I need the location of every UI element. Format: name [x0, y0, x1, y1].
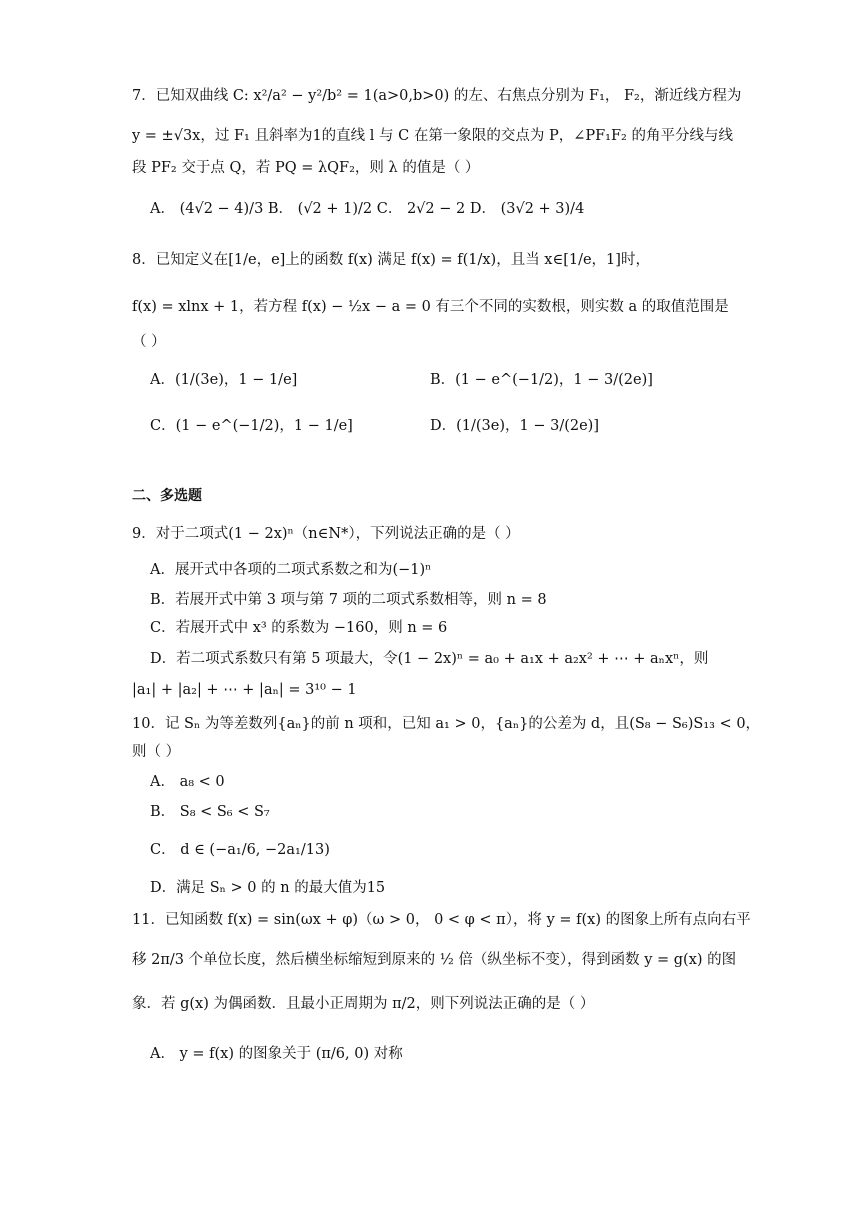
q9-option-c: C．若展开式中 x³ 的系数为 −160，则 n = 6: [150, 620, 448, 636]
q10-option-a: A． a₈ < 0: [150, 774, 225, 790]
q10-option-c: C． d ∈ (−a₁/6, −2a₁/13): [150, 842, 330, 858]
q9-option-b: B．若展开式中第 3 项与第 7 项的二项式系数相等，则 n = 8: [150, 592, 547, 608]
q8-stem-line1: 8．已知定义在[1/e，e]上的函数 f(x) 满足 f(x) = f(1/x)，且当 x∈[1/e，1]时，: [132, 252, 650, 268]
q11-stem-line2: 移 2π/3 个单位长度，然后横坐标缩短到原来的 ½ 倍（纵坐标不变），得到函数 y = g(x) 的图: [132, 952, 737, 968]
section-heading: 二、多选题: [132, 488, 202, 504]
q10-stem-line1: 10．记 Sₙ 为等差数列{aₙ}的前 n 项和，已知 a₁ > 0，{aₙ}的公差为 d，且(S₈ − S₆)S₁₃ < 0，: [132, 716, 761, 732]
q7-options: A． (4√2 − 4)/3 B． (√2 + 1)/2 C． 2√2 − 2 D． (3√2 + 3)/4: [150, 201, 585, 217]
q9-option-d-line2: |a₁| + |a₂| + ⋯ + |aₙ| = 3¹⁰ − 1: [132, 682, 357, 698]
q9-stem: 9．对于二项式(1 − 2x)ⁿ（n∈N*），下列说法正确的是（ ）: [132, 526, 520, 542]
q10-stem-line2: 则（ ）: [132, 744, 181, 760]
q10-option-b: B． S₈ < S₆ < S₇: [150, 804, 270, 820]
q9-option-a: A．展开式中各项的二项式系数之和为(−1)ⁿ: [150, 562, 432, 578]
q7-stem-line3: 段 PF₂ 交于点 Q，若 PQ = λQF₂，则 λ 的值是（ ）: [132, 160, 480, 176]
q8-option-c: C．(1 − e^(−1/2)，1 − 1/e]: [150, 418, 353, 434]
q7-stem-line2: y = ±√3x，过 F₁ 且斜率为1的直线 l 与 C 在第一象限的交点为 P，∠PF₁F₂ 的角平分线与线: [132, 128, 733, 144]
q8-option-b: B．(1 − e^(−1/2)，1 − 3/(2e)]: [430, 372, 653, 388]
q8-option-d: D．(1/(3e)，1 − 3/(2e)]: [430, 418, 599, 434]
q11-stem-line1: 11．已知函数 f(x) = sin(ωx + φ)（ω > 0， 0 < φ < π），将 y = f(x) 的图象上所有点向右平: [132, 912, 751, 928]
q8-stem-line3: （ ）: [132, 334, 166, 350]
q11-stem-line3: 象．若 g(x) 为偶函数．且最小正周期为 π/2，则下列说法正确的是（ ）: [132, 996, 595, 1012]
q8-option-a: A．(1/(3e)，1 − 1/e]: [150, 372, 298, 388]
q8-stem-line2: f(x) = xlnx + 1，若方程 f(x) − ½x − a = 0 有三个不同的实数根，则实数 a 的取值范围是: [132, 299, 729, 315]
q7-stem-line1: 7．已知双曲线 C: x²/a² − y²/b² = 1(a>0,b>0) 的左、右焦点分别为 F₁， F₂，渐近线方程为: [132, 88, 742, 104]
q9-option-d-line1: D．若二项式系数只有第 5 项最大，令(1 − 2x)ⁿ = a₀ + a₁x + a₂x² + ⋯ + aₙxⁿ，则: [150, 651, 709, 667]
q10-option-d: D．满足 Sₙ > 0 的 n 的最大值为15: [150, 880, 386, 896]
q11-option-a: A． y = f(x) 的图象关于 (π/6, 0) 对称: [150, 1046, 403, 1062]
